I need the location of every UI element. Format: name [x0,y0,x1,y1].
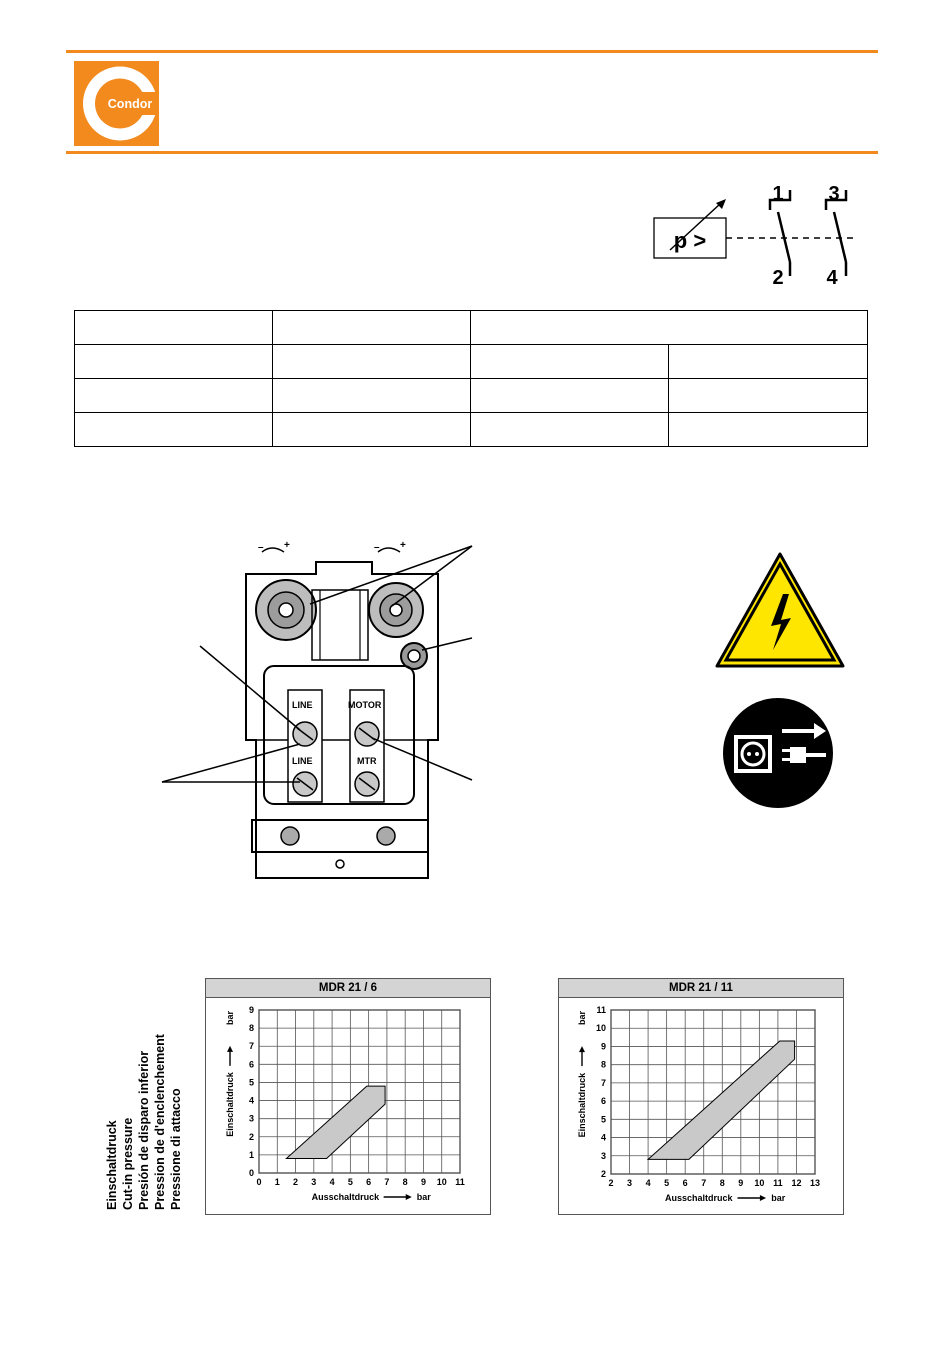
chart-title: MDR 21 / 6 [206,979,490,998]
table-cell [471,379,669,413]
table-cell [471,345,669,379]
terminal-label-motor: MOTOR [348,700,382,710]
y-tick-label: 11 [596,1005,606,1015]
table-cell [273,345,471,379]
x-axis-arrowhead [406,1194,412,1200]
x-axis-label: Ausschaltdruck [311,1192,380,1202]
y-tick-label: 9 [248,1005,254,1015]
table-row [75,345,868,379]
y-tick-label: 4 [600,1132,606,1143]
logo-text: Condor [107,97,153,111]
cut-in-pressure-labels [104,1034,186,1211]
table-cell [75,311,273,345]
x-tick-label: 2 [608,1178,614,1188]
x-tick-label: 5 [347,1177,353,1187]
x-tick-label: 8 [719,1178,725,1188]
table-cell [273,379,471,413]
y-tick-label: 10 [595,1023,606,1034]
table-cell [669,379,868,413]
terminal-label-line: LINE [292,700,313,710]
table-row [75,379,868,413]
x-tick-label: 3 [311,1177,317,1187]
terminal-label-mtr: MTR [357,756,377,766]
x-tick-label: 2 [293,1177,299,1187]
chart-plot [559,997,843,1214]
x-tick-label: 4 [329,1177,335,1187]
spec-table [74,310,868,447]
x-axis-unit: bar [771,1193,786,1203]
y-tick-label: 3 [600,1150,606,1161]
y-tick-label: 8 [248,1023,254,1034]
x-tick-label: 10 [754,1178,765,1188]
x-tick-label: 6 [682,1178,688,1188]
x-tick-label: 5 [664,1178,670,1188]
y-axis-unit: bar [577,1010,587,1026]
y-axis-arrowhead [227,1046,233,1052]
table-cell [669,413,868,447]
x-tick-label: 11 [773,1178,783,1188]
y-tick-label: 2 [600,1169,606,1179]
y-tick-label: 7 [600,1077,606,1088]
x-tick-label: 0 [256,1177,262,1187]
chart-mdr-21-11 [558,978,844,1215]
label-es: Presión de disparo inferior [137,1050,151,1210]
disconnect-plug-icon [722,697,834,809]
svg-text:+: + [284,540,290,551]
label-de: Einschaltdruck [105,1120,119,1210]
y-tick-label: 6 [600,1096,606,1107]
x-tick-label: 7 [701,1178,707,1188]
header-rule-bottom [66,151,878,154]
high-voltage-warning-icon [713,550,847,670]
x-axis-unit: bar [416,1192,431,1202]
table-cell [75,413,273,447]
y-tick-label: 3 [248,1113,254,1124]
y-tick-label: 5 [600,1114,606,1125]
x-tick-label: 10 [436,1177,447,1187]
terminal-1: 1 [772,183,784,205]
x-tick-label: 7 [384,1177,390,1187]
y-tick-label: 5 [248,1077,254,1088]
terminal-4: 4 [826,267,838,288]
x-tick-label: 4 [645,1178,651,1188]
svg-text:+: + [400,540,406,551]
pressure-switch-drawing [160,530,480,880]
x-tick-label: 1 [274,1177,280,1187]
label-it: Pressione di attacco [169,1088,183,1210]
table-cell [273,413,471,447]
terminal-2: 2 [772,267,784,288]
x-tick-label: 3 [627,1178,633,1188]
y-tick-label: 0 [248,1168,254,1178]
terminal-3: 3 [828,183,840,205]
x-tick-label: 8 [402,1177,408,1187]
table-cell [669,345,868,379]
x-tick-label: 12 [791,1178,802,1188]
pressure-label: p > [673,228,707,253]
y-tick-label: 2 [248,1131,254,1142]
plot-area [259,1010,460,1173]
table-row [75,413,868,447]
plot-area [611,1010,815,1174]
y-tick-label: 1 [248,1149,254,1160]
y-tick-label: 9 [600,1041,606,1052]
table-cell [75,345,273,379]
x-tick-label: 9 [420,1177,426,1187]
table-row [75,311,868,345]
header-rule-top [66,50,878,53]
svg-text:–: – [374,542,380,553]
label-en: Cut-in pressure [121,1117,135,1210]
table-cell [75,379,273,413]
chart-title: MDR 21 / 11 [559,979,843,998]
table-cell [273,311,471,345]
label-fr: Pression de d'enclenchement [153,1034,167,1210]
x-axis-arrowhead [760,1195,766,1201]
table-cell [471,311,868,345]
chart-plot [206,997,490,1214]
x-tick-label: 9 [738,1178,744,1188]
x-tick-label: 13 [809,1178,821,1188]
y-axis-unit: bar [225,1010,235,1026]
x-tick-label: 6 [366,1177,372,1187]
chart-mdr-21-6 [205,978,491,1215]
y-axis-label: Einschaltdruck [577,1072,587,1138]
y-axis-arrowhead [579,1046,585,1052]
table-cell [471,413,669,447]
contact-symbol [650,176,865,288]
x-tick-label: 11 [455,1177,465,1187]
svg-text:–: – [258,542,264,553]
x-axis-label: Ausschaltdruck [664,1193,733,1203]
y-tick-label: 4 [248,1095,254,1106]
terminal-label-line-2: LINE [292,756,313,766]
y-axis-label: Einschaltdruck [225,1072,235,1137]
y-tick-label: 6 [248,1059,254,1070]
y-tick-label: 8 [600,1059,606,1070]
condor-logo [74,61,159,146]
y-tick-label: 7 [248,1041,254,1052]
